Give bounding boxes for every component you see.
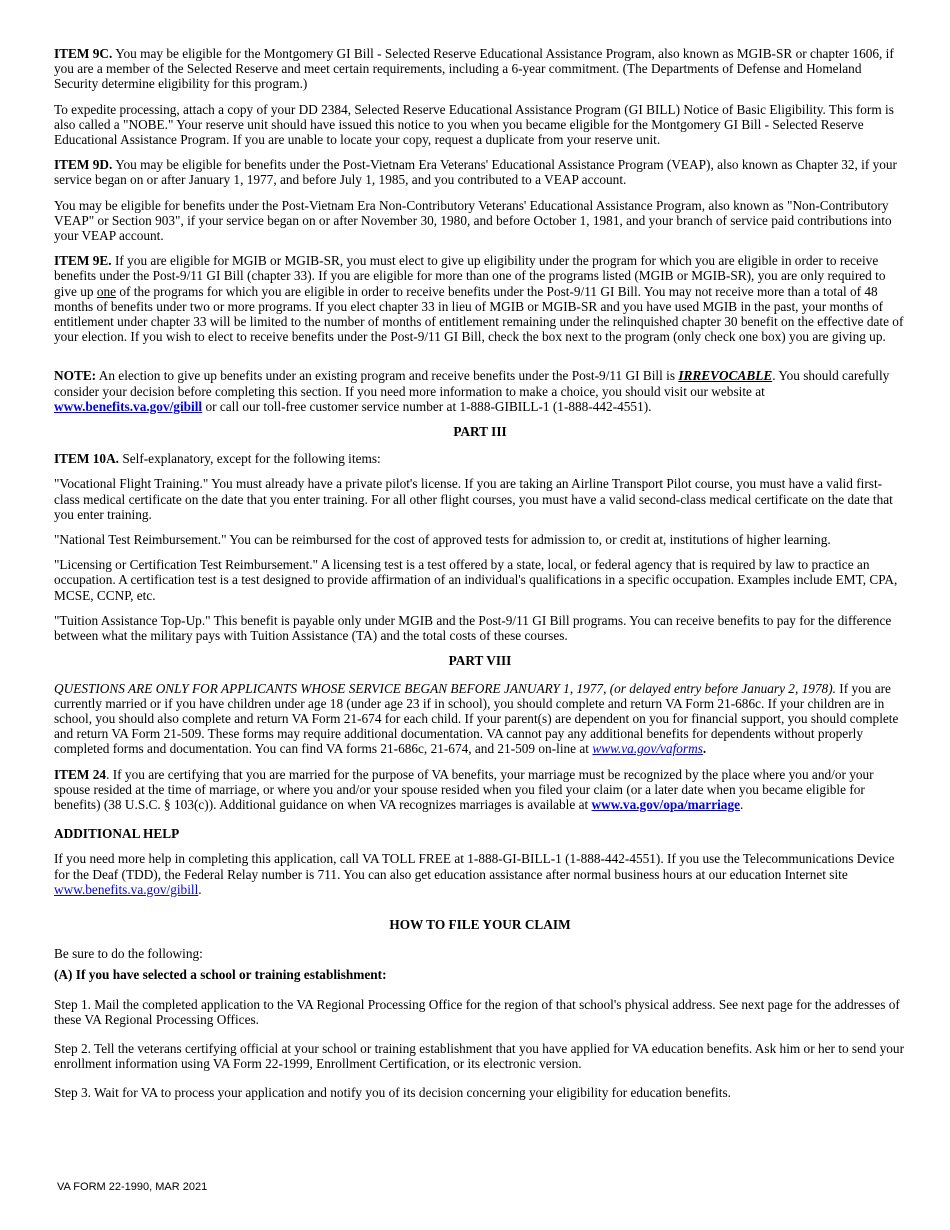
- step-3-paragraph: Step 3. Wait for VA to process your application and notify you of its decision concerning your eligibility for education benefits.: [54, 1085, 731, 1101]
- irrevocable-emphasis: IRREVOCABLE: [678, 368, 773, 384]
- additional-help-heading: ADDITIONAL HELP: [54, 826, 180, 842]
- item-9c-paragraph: ITEM 9C. You may be eligible for the Montgomery GI Bill - Selected Reserve Educational Assistance Program, also known as MGIB-SR or chapter 1606, if you are a member of the Selected Reserve and meet certain requirements, including a 6-year commitment. (The Departments of Defense and Homeland Security determine eligibility for this program.): [54, 46, 894, 92]
- item-9e-paragraph: ITEM 9E. If you are eligible for MGIB or MGIB-SR, you must elect to give up eligibility under the program for which you are eligible in order to receive benefits under the Post-9/11 GI Bill (chapter 33). If you are eligible for more than one of the programs listed (MGIB or MGIB-SR), you are only required to give up one of the programs for which you are eligible in order to receive benefits under the Post-9/11 GI Bill. You may not receive more than a total of 48 months of benefits under two or more programs. If you elect chapter 33 in lieu of MGIB or MGIB-SR and you have used MGIB in the past, your months of entitlement under chapter 33 will be limited to the number of months of entitlement remaining under the relinquished chapter 30 benefit on the effective date of your election. If you wish to elect to receive benefits under the Post-9/11 GI Bill, check the box next to the program (only check one box) you are giving up.: [54, 253, 904, 345]
- marriage-guidance-link[interactable]: www.va.gov/opa/marriage: [591, 796, 740, 812]
- file-intro: Be sure to do the following:: [54, 946, 203, 962]
- tuition-topup-paragraph: "Tuition Assistance Top-Up." This benefit is payable only under MGIB and the Post-9/11 GI Bill programs. You can receive benefits to pay for the difference between what the military pays with Tuition Assistance (TA) and the total costs of these courses.: [54, 612, 892, 644]
- item-9d-label: ITEM 9D.: [54, 157, 113, 173]
- applicants-before-1977-notice: QUESTIONS ARE ONLY FOR APPLICANTS WHOSE SERVICE BEGAN BEFORE JANUARY 1, 1977, (or delayed entry before January 2, 1978).: [54, 680, 836, 696]
- step-1-paragraph: Step 1. Mail the completed application to the VA Regional Processing Office for the region of that school's physical address. See next page for the addresses of these VA Regional Processing Offices.: [54, 996, 900, 1027]
- vaforms-link[interactable]: www.va.gov/vaforms: [592, 741, 703, 757]
- school-selected-subheading: (A) If you have selected a school or training establishment:: [54, 967, 387, 983]
- part-iii-heading: PART III: [453, 424, 507, 440]
- item-24-paragraph: ITEM 24. If you are certifying that you are married for the purpose of VA benefits, your marriage must be recognized by the place where you and/or your spouse resided at the time of marriage, or where you and/or your spouse resided when you filed your claim (or a later date when you became eligible for benefits) (38 U.S.C. § 103(c)). Additional guidance on when VA recognizes marriages is available at www.va.gov/opa/marriage.: [54, 766, 874, 812]
- item-9c-nobe-paragraph: To expedite processing, attach a copy of your DD 2384, Selected Reserve Educational Assistance Program (GI BILL) Notice of Basic Eligibility. This form is also called a "NOBE." Your reserve unit should have issued this notice to you when you became eligible for the Montgomery GI Bill - Selected Reserve Educational Assistance Program. If you are unable to locate your copy, request a duplicate from your reserve unit.: [54, 101, 894, 148]
- form-instructions-page: [54, 46, 906, 1111]
- licensing-test-paragraph: "Licensing or Certification Test Reimbursement." A licensing test is a test offered by a state, local, or federal agency that is required by law to practice an occupation. A certification test is a test designed to provide affirmation of an individual's qualifications in a specific occupation. Examples include EMT, CPA, MCSE, CCNP, etc.: [54, 557, 898, 603]
- item-10a-paragraph: ITEM 10A. Self-explanatory, except for the following items:: [54, 451, 381, 467]
- item-9c-label: ITEM 9C.: [54, 46, 113, 61]
- how-to-file-heading: HOW TO FILE YOUR CLAIM: [389, 916, 571, 932]
- item-9d-noncontributory-paragraph: You may be eligible for benefits under the Post-Vietnam Era Non-Contributory Veterans' Educational Assistance Program, also known as "Non-Contributory VEAP" or Section 903", if your service began on or after November 30, 1980, and before October 1, 1981, and your branch of service paid contributions into your VEAP account.: [54, 197, 892, 244]
- gibill-website-link[interactable]: www.benefits.va.gov/gibill: [54, 398, 203, 414]
- item-24-label: ITEM 24: [54, 766, 107, 782]
- note-paragraph: NOTE: An election to give up benefits under an existing program and receive benefits under the Post-9/11 GI Bill is IRREVOCABLE. You should carefully consider your decision before completing this section. If you need more information to make a choice, you should visit our website at www.benefits.va.gov/gibill or call our toll-free customer service number at 1-888-GIBILL-1 (1-888-442-4551).: [54, 368, 890, 414]
- item-10a-label: ITEM 10A.: [54, 451, 120, 467]
- step-2-paragraph: Step 2. Tell the veterans certifying official at your school or training establishment that you have applied for VA education benefits. Ask him or her to send your enrollment information using VA Form 22-1999, Enrollment Certification, or its electronic version.: [54, 1040, 904, 1072]
- flight-training-paragraph: "Vocational Flight Training." You must already have a private pilot's license. If you are taking an Airline Transport Pilot course, you must have a valid first-class medical certificate on the date that you enter training. For all other flight courses, you must have a valid second-class medical certificate on the date that you enter training.: [54, 476, 893, 522]
- item-9d-paragraph: ITEM 9D. You may be eligible for benefits under the Post-Vietnam Era Veterans' Educational Assistance Program (VEAP), also known as Chapter 32, if your service began on or after January 1, 1977, and before July 1, 1985, and you contributed to a VEAP account.: [54, 157, 897, 188]
- note-label: NOTE:: [54, 368, 97, 384]
- one-underlined: one: [96, 283, 117, 299]
- national-test-paragraph: "National Test Reimbursement." You can be reimbursed for the cost of approved tests for admission to, or credit at, institutions of higher learning.: [54, 532, 831, 548]
- part-viii-paragraph: QUESTIONS ARE ONLY FOR APPLICANTS WHOSE SERVICE BEGAN BEFORE JANUARY 1, 1977, (or delayed entry before January 2, 1978). If you are currently married or if you have children under age 18 (under age 23 if in school), you should complete and return VA Form 21-686c. If your children are in school, you should also complete and return VA Form 21-674 for each child. If your parent(s) are dependent on you for financial support, you should complete and return VA Form 21-509. These forms may require additional documentation. VA cannot pay any additional benefits for dependents without properly completed forms and documentation. You can find VA forms 21-686c, 21-674, and 21-509 on-line at www.va.gov/vaforms.: [54, 680, 899, 757]
- additional-help-paragraph: If you need more help in completing this application, call VA TOLL FREE at 1-888-GI-BILL-1 (1-888-442-4551). If you use the Telecommunications Device for the Deaf (TDD), the Federal Relay number is 711. You can also get education assistance after normal business hours at our education Internet site www.benefits.va.gov/gibill.: [54, 851, 895, 897]
- item-9e-label: ITEM 9E.: [54, 253, 112, 269]
- part-viii-heading: PART VIII: [448, 653, 512, 669]
- form-footer: VA FORM 22-1990, MAR 2021: [57, 1181, 208, 1193]
- education-site-link[interactable]: www.benefits.va.gov/gibill: [54, 881, 199, 897]
